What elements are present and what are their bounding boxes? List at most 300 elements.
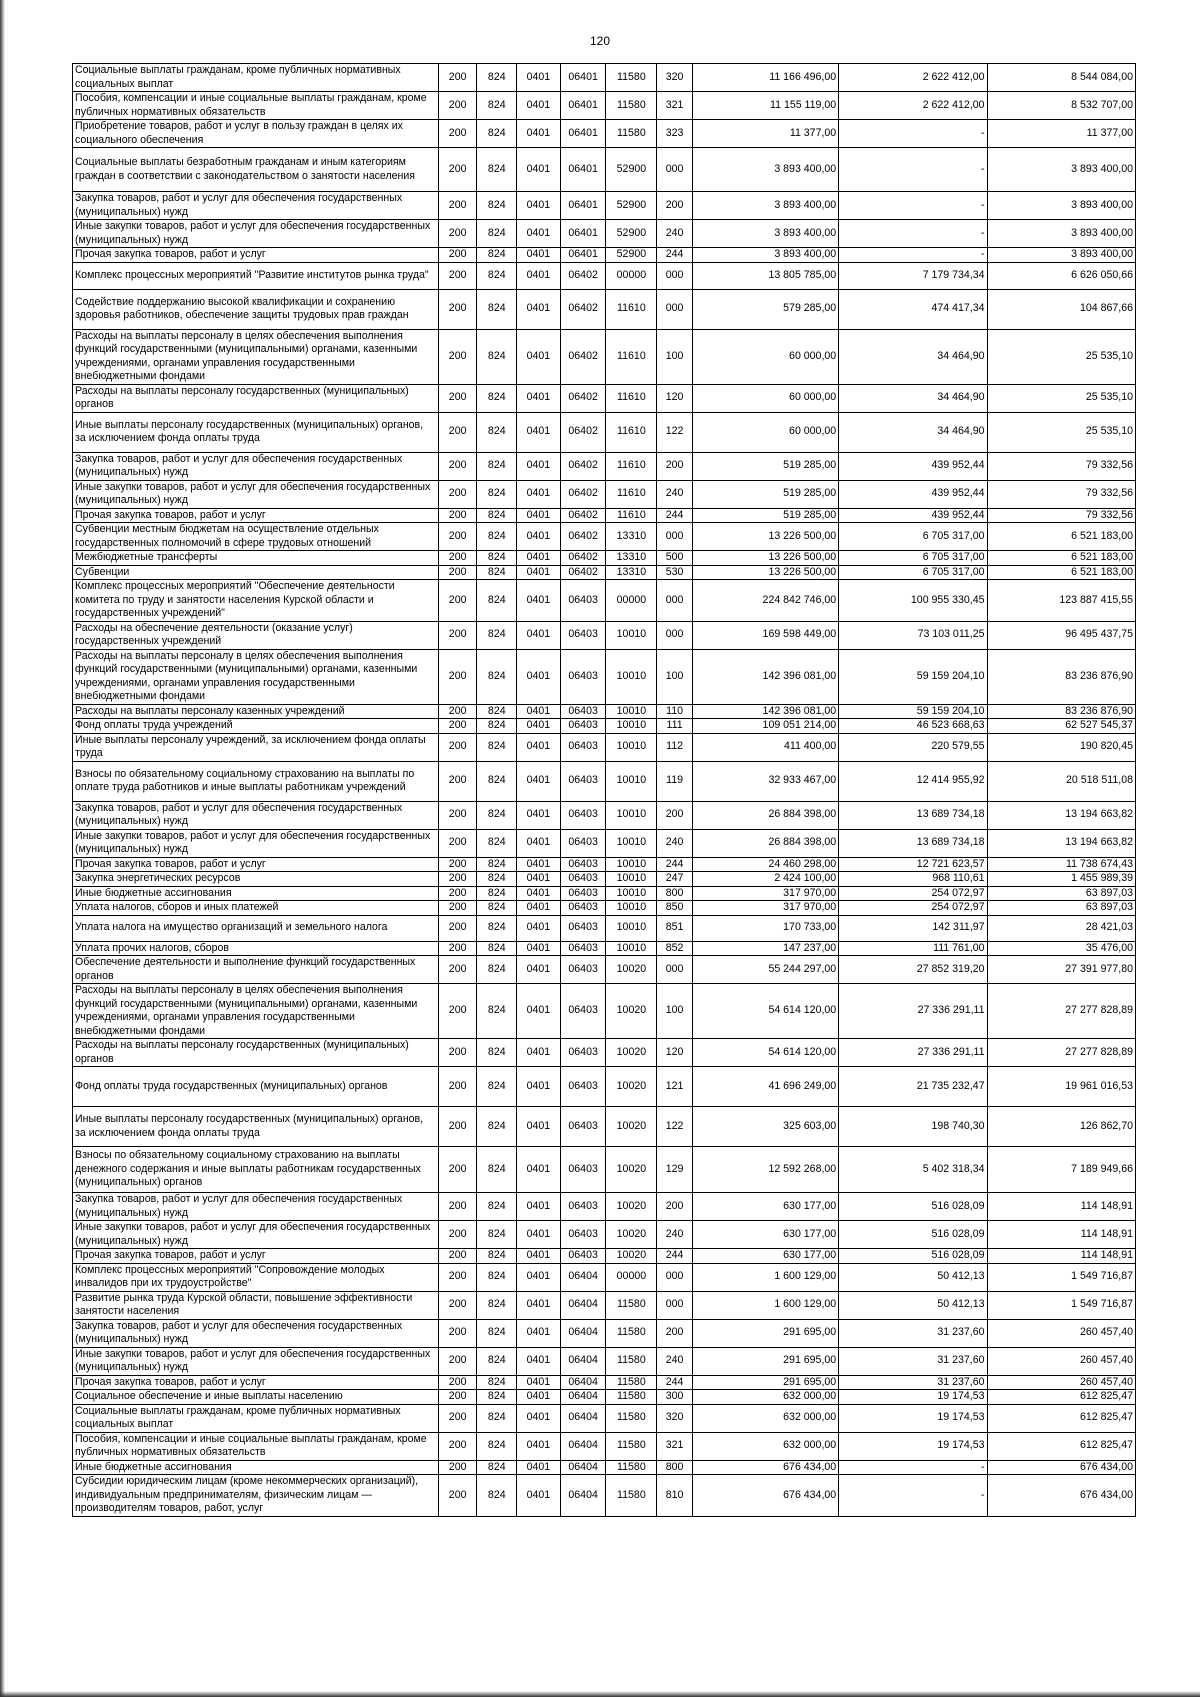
row-program-code: 06404 [560,1460,606,1475]
table-row [73,384,1136,412]
row-description: Содействие поддержанию высокой квалификации и сохранению здоровья работников, обеспечение защиты трудовых прав граждан [73,289,439,329]
row-executed-amount: 27 336 291,11 [839,1039,987,1067]
row-section-code: 0401 [517,1193,561,1221]
row-gr-code: 824 [477,719,517,734]
row-remaining-amount: 13 194 663,82 [987,801,1135,829]
row-expense-type-code: 110 [657,704,693,719]
table-row [73,1249,1136,1264]
row-gr-code: 824 [477,551,517,566]
table-row [73,289,1136,329]
row-description: Прочая закупка товаров, работ и услуг [73,1249,439,1264]
row-direction-code: 11580 [606,1291,657,1319]
row-section-code: 0401 [517,1107,561,1147]
row-admin-code: 200 [438,508,477,523]
row-approved-amount: 1 600 129,00 [692,1263,838,1291]
row-program-code: 06403 [560,1221,606,1249]
row-approved-amount: 291 695,00 [692,1375,838,1390]
row-section-code: 0401 [517,761,561,801]
row-section-code: 0401 [517,551,561,566]
row-description: Социальное обеспечение и иные выплаты населению [73,1390,439,1405]
row-remaining-amount: 190 820,45 [987,733,1135,761]
row-expense-type-code: 850 [657,901,693,916]
row-program-code: 06402 [560,480,606,508]
row-gr-code: 824 [477,1375,517,1390]
row-approved-amount: 26 884 398,00 [692,801,838,829]
row-direction-code: 52900 [606,148,657,192]
row-expense-type-code: 320 [657,1404,693,1432]
row-approved-amount: 325 603,00 [692,1107,838,1147]
row-approved-amount: 630 177,00 [692,1193,838,1221]
row-expense-type-code: 122 [657,1107,693,1147]
row-remaining-amount: 104 867,66 [987,289,1135,329]
row-executed-amount: 59 159 204,10 [839,649,987,704]
row-approved-amount: 317 970,00 [692,901,838,916]
row-executed-amount: 34 464,90 [839,329,987,384]
row-admin-code: 200 [438,621,477,649]
row-approved-amount: 142 396 081,00 [692,649,838,704]
row-admin-code: 200 [438,649,477,704]
row-description: Уплата налога на имущество организаций и земельного налога [73,915,439,941]
row-approved-amount: 11 166 496,00 [692,64,838,92]
row-program-code: 06404 [560,1263,606,1291]
row-approved-amount: 519 285,00 [692,508,838,523]
row-remaining-amount: 83 236 876,90 [987,649,1135,704]
row-executed-amount: 100 955 330,45 [839,580,987,622]
row-gr-code: 824 [477,956,517,984]
row-executed-amount: - [839,120,987,148]
table-row [73,1375,1136,1390]
row-remaining-amount: 83 236 876,90 [987,704,1135,719]
row-executed-amount: 220 579,55 [839,733,987,761]
row-program-code: 06401 [560,148,606,192]
row-direction-code: 10020 [606,956,657,984]
row-description: Взносы по обязательному социальному страхованию на выплаты по оплате труда работников и иные выплаты работникам учреждений [73,761,439,801]
row-executed-amount: 31 237,60 [839,1319,987,1347]
row-program-code: 06402 [560,523,606,551]
row-expense-type-code: 200 [657,452,693,480]
row-program-code: 06403 [560,621,606,649]
row-program-code: 06403 [560,857,606,872]
table-row [73,872,1136,887]
row-direction-code: 10010 [606,761,657,801]
row-expense-type-code: 111 [657,719,693,734]
row-section-code: 0401 [517,1404,561,1432]
row-approved-amount: 3 893 400,00 [692,248,838,263]
row-approved-amount: 291 695,00 [692,1319,838,1347]
row-program-code: 06402 [560,412,606,452]
row-section-code: 0401 [517,941,561,956]
row-remaining-amount: 13 194 663,82 [987,829,1135,857]
row-description: Фонд оплаты труда учреждений [73,719,439,734]
row-admin-code: 200 [438,1067,477,1107]
row-gr-code: 824 [477,1291,517,1319]
row-direction-code: 11580 [606,1432,657,1460]
row-approved-amount: 676 434,00 [692,1460,838,1475]
row-direction-code: 10010 [606,801,657,829]
row-admin-code: 200 [438,580,477,622]
table-row [73,1067,1136,1107]
row-admin-code: 200 [438,1263,477,1291]
row-approved-amount: 24 460 298,00 [692,857,838,872]
row-approved-amount: 3 893 400,00 [692,148,838,192]
row-section-code: 0401 [517,1319,561,1347]
row-admin-code: 200 [438,248,477,263]
row-direction-code: 10010 [606,857,657,872]
row-direction-code: 52900 [606,220,657,248]
row-gr-code: 824 [477,886,517,901]
row-remaining-amount: 27 277 828,89 [987,984,1135,1039]
row-direction-code: 13310 [606,551,657,566]
row-expense-type-code: 530 [657,565,693,580]
row-expense-type-code: 000 [657,1291,693,1319]
table-row [73,1263,1136,1291]
row-expense-type-code: 321 [657,1432,693,1460]
row-description: Расходы на выплаты персоналу казенных учреждений [73,704,439,719]
row-remaining-amount: 1 549 716,87 [987,1291,1135,1319]
row-expense-type-code: 100 [657,649,693,704]
row-remaining-amount: 8 532 707,00 [987,92,1135,120]
row-description: Социальные выплаты гражданам, кроме публичных нормативных социальных выплат [73,64,439,92]
row-description: Комплекс процессных мероприятий "Развитие институтов рынка труда" [73,262,439,289]
row-approved-amount: 224 842 746,00 [692,580,838,622]
row-program-code: 06402 [560,452,606,480]
row-executed-amount: 19 174,53 [839,1404,987,1432]
row-gr-code: 824 [477,220,517,248]
row-direction-code: 11580 [606,1390,657,1405]
row-approved-amount: 54 614 120,00 [692,984,838,1039]
row-remaining-amount: 11 738 674,43 [987,857,1135,872]
row-direction-code: 10010 [606,704,657,719]
row-gr-code: 824 [477,1432,517,1460]
row-program-code: 06403 [560,704,606,719]
row-section-code: 0401 [517,1475,561,1517]
row-program-code: 06403 [560,941,606,956]
row-remaining-amount: 260 457,40 [987,1347,1135,1375]
row-admin-code: 200 [438,1039,477,1067]
row-gr-code: 824 [477,984,517,1039]
row-executed-amount: - [839,192,987,220]
row-admin-code: 200 [438,523,477,551]
row-remaining-amount: 7 189 949,66 [987,1147,1135,1193]
row-description: Иные закупки товаров, работ и услуг для обеспечения государственных (муниципальных) нужд [73,220,439,248]
row-direction-code: 11580 [606,1460,657,1475]
row-program-code: 06401 [560,120,606,148]
row-section-code: 0401 [517,508,561,523]
row-admin-code: 200 [438,801,477,829]
row-approved-amount: 632 000,00 [692,1390,838,1405]
row-approved-amount: 60 000,00 [692,384,838,412]
row-executed-amount: 254 072,97 [839,901,987,916]
row-program-code: 06403 [560,1147,606,1193]
row-expense-type-code: 120 [657,1039,693,1067]
row-section-code: 0401 [517,719,561,734]
row-expense-type-code: 240 [657,480,693,508]
row-approved-amount: 630 177,00 [692,1221,838,1249]
row-admin-code: 200 [438,1475,477,1517]
row-section-code: 0401 [517,329,561,384]
row-expense-type-code: 000 [657,262,693,289]
row-description: Прочая закупка товаров, работ и услуг [73,857,439,872]
table-row [73,329,1136,384]
row-gr-code: 824 [477,580,517,622]
row-section-code: 0401 [517,901,561,916]
row-direction-code: 11610 [606,452,657,480]
table-row [73,508,1136,523]
row-gr-code: 824 [477,64,517,92]
row-expense-type-code: 320 [657,64,693,92]
row-direction-code: 10010 [606,719,657,734]
row-executed-amount: 2 622 412,00 [839,64,987,92]
row-remaining-amount: 25 535,10 [987,384,1135,412]
row-gr-code: 824 [477,1107,517,1147]
row-direction-code: 11610 [606,480,657,508]
row-executed-amount: 198 740,30 [839,1107,987,1147]
table-row [73,801,1136,829]
row-section-code: 0401 [517,384,561,412]
row-remaining-amount: 27 391 977,80 [987,956,1135,984]
row-admin-code: 200 [438,1291,477,1319]
row-admin-code: 200 [438,915,477,941]
row-direction-code: 10020 [606,1067,657,1107]
row-remaining-amount: 260 457,40 [987,1319,1135,1347]
row-remaining-amount: 612 825,47 [987,1390,1135,1405]
row-remaining-amount: 612 825,47 [987,1432,1135,1460]
table-row [73,262,1136,289]
row-program-code: 06403 [560,649,606,704]
row-expense-type-code: 300 [657,1390,693,1405]
scan-edge-bottom [0,1691,1200,1697]
table-row [73,886,1136,901]
row-section-code: 0401 [517,580,561,622]
row-section-code: 0401 [517,1291,561,1319]
row-executed-amount: 21 735 232,47 [839,1067,987,1107]
row-description: Иные закупки товаров, работ и услуг для обеспечения государственных (муниципальных) нужд [73,829,439,857]
row-executed-amount: 2 622 412,00 [839,92,987,120]
row-section-code: 0401 [517,649,561,704]
row-admin-code: 200 [438,901,477,916]
row-program-code: 06403 [560,733,606,761]
row-description: Пособия, компенсации и иные социальные выплаты гражданам, кроме публичных нормативных обязательств [73,1432,439,1460]
row-expense-type-code: 000 [657,523,693,551]
row-admin-code: 200 [438,1249,477,1264]
row-program-code: 06402 [560,262,606,289]
row-remaining-amount: 6 521 183,00 [987,551,1135,566]
row-direction-code: 10020 [606,1193,657,1221]
row-description: Закупка товаров, работ и услуг для обеспечения государственных (муниципальных) нужд [73,192,439,220]
row-approved-amount: 579 285,00 [692,289,838,329]
row-executed-amount: 12 414 955,92 [839,761,987,801]
row-gr-code: 824 [477,872,517,887]
row-remaining-amount: 35 476,00 [987,941,1135,956]
row-approved-amount: 630 177,00 [692,1249,838,1264]
row-program-code: 06401 [560,192,606,220]
row-program-code: 06402 [560,551,606,566]
row-expense-type-code: 810 [657,1475,693,1517]
row-executed-amount: 27 336 291,11 [839,984,987,1039]
row-approved-amount: 13 226 500,00 [692,551,838,566]
row-expense-type-code: 240 [657,829,693,857]
row-description: Субсидии юридическим лицам (кроме некоммерческих организаций), индивидуальным предпринимателям, физическим лицам — производителям товаров, работ, услуг [73,1475,439,1517]
row-section-code: 0401 [517,64,561,92]
row-description: Закупка товаров, работ и услуг для обеспечения государственных (муниципальных) нужд [73,1319,439,1347]
row-expense-type-code: 129 [657,1147,693,1193]
row-remaining-amount: 3 893 400,00 [987,220,1135,248]
row-approved-amount: 13 226 500,00 [692,523,838,551]
row-direction-code: 10010 [606,941,657,956]
table-row [73,1147,1136,1193]
row-executed-amount: 59 159 204,10 [839,704,987,719]
row-executed-amount: 13 689 734,18 [839,801,987,829]
table-row [73,551,1136,566]
row-gr-code: 824 [477,733,517,761]
row-direction-code: 11580 [606,120,657,148]
row-expense-type-code: 000 [657,580,693,622]
row-remaining-amount: 260 457,40 [987,1375,1135,1390]
row-admin-code: 200 [438,1221,477,1249]
row-gr-code: 824 [477,901,517,916]
row-expense-type-code: 244 [657,857,693,872]
row-admin-code: 200 [438,148,477,192]
row-approved-amount: 26 884 398,00 [692,829,838,857]
row-program-code: 06403 [560,719,606,734]
row-gr-code: 824 [477,384,517,412]
row-section-code: 0401 [517,621,561,649]
page-number: 120 [589,34,611,48]
table-row [73,1221,1136,1249]
row-admin-code: 200 [438,872,477,887]
row-direction-code: 10020 [606,1039,657,1067]
row-description: Расходы на выплаты персоналу государственных (муниципальных) органов [73,384,439,412]
row-approved-amount: 3 893 400,00 [692,192,838,220]
row-admin-code: 200 [438,452,477,480]
row-program-code: 06402 [560,508,606,523]
row-gr-code: 824 [477,1067,517,1107]
row-executed-amount: 13 689 734,18 [839,829,987,857]
row-approved-amount: 2 424 100,00 [692,872,838,887]
row-description: Расходы на обеспечение деятельности (оказание услуг) государственных учреждений [73,621,439,649]
row-section-code: 0401 [517,148,561,192]
row-admin-code: 200 [438,289,477,329]
table-row [73,1460,1136,1475]
row-section-code: 0401 [517,452,561,480]
row-description: Иные бюджетные ассигнования [73,1460,439,1475]
row-program-code: 06403 [560,1039,606,1067]
row-approved-amount: 632 000,00 [692,1404,838,1432]
row-executed-amount: 254 072,97 [839,886,987,901]
row-admin-code: 200 [438,220,477,248]
row-section-code: 0401 [517,92,561,120]
row-program-code: 06404 [560,1390,606,1405]
row-program-code: 06402 [560,289,606,329]
row-remaining-amount: 96 495 437,75 [987,621,1135,649]
row-section-code: 0401 [517,915,561,941]
table-row [73,1390,1136,1405]
row-approved-amount: 12 592 268,00 [692,1147,838,1193]
row-executed-amount: 19 174,53 [839,1390,987,1405]
row-admin-code: 200 [438,1404,477,1432]
table-row [73,148,1136,192]
row-section-code: 0401 [517,1432,561,1460]
row-program-code: 06401 [560,248,606,263]
row-admin-code: 200 [438,1147,477,1193]
row-description: Иные выплаты персоналу государственных (муниципальных) органов, за исключением фонда оплаты труда [73,412,439,452]
row-executed-amount: - [839,1475,987,1517]
row-approved-amount: 11 155 119,00 [692,92,838,120]
row-expense-type-code: 200 [657,1319,693,1347]
row-expense-type-code: 240 [657,220,693,248]
row-gr-code: 824 [477,704,517,719]
row-direction-code: 11610 [606,508,657,523]
row-description: Межбюджетные трансферты [73,551,439,566]
row-description: Расходы на выплаты персоналу в целях обеспечения выполнения функций государственными (муниципальными) органами, казенными учреждениями, органами управления государственными внебюджетными фондами [73,984,439,1039]
table-row [73,1404,1136,1432]
row-remaining-amount: 63 897,03 [987,901,1135,916]
row-description: Иные закупки товаров, работ и услуг для обеспечения государственных (муниципальных) нужд [73,1221,439,1249]
row-gr-code: 824 [477,192,517,220]
row-remaining-amount: 676 434,00 [987,1475,1135,1517]
row-program-code: 06403 [560,1193,606,1221]
row-direction-code: 10020 [606,1147,657,1193]
table-row [73,452,1136,480]
row-section-code: 0401 [517,1039,561,1067]
row-gr-code: 824 [477,1193,517,1221]
row-section-code: 0401 [517,857,561,872]
row-executed-amount: 34 464,90 [839,412,987,452]
row-expense-type-code: 851 [657,915,693,941]
row-admin-code: 200 [438,565,477,580]
row-remaining-amount: 19 961 016,53 [987,1067,1135,1107]
row-description: Прочая закупка товаров, работ и услуг [73,508,439,523]
row-description: Субвенции [73,565,439,580]
table-row [73,956,1136,984]
row-program-code: 06403 [560,1107,606,1147]
table-row [73,1039,1136,1067]
row-approved-amount: 54 614 120,00 [692,1039,838,1067]
row-description: Комплекс процессных мероприятий "Обеспечение деятельности комитета по труду и занятости населения Курской области и государственных учреждений" [73,580,439,622]
row-executed-amount: 19 174,53 [839,1432,987,1460]
row-direction-code: 11610 [606,412,657,452]
row-program-code: 06404 [560,1432,606,1460]
table-row [73,1347,1136,1375]
row-gr-code: 824 [477,761,517,801]
row-remaining-amount: 114 148,91 [987,1249,1135,1264]
row-section-code: 0401 [517,1460,561,1475]
budget-table [72,63,1136,1517]
row-executed-amount: 516 028,09 [839,1193,987,1221]
row-gr-code: 824 [477,92,517,120]
table-row [73,220,1136,248]
row-direction-code: 10010 [606,649,657,704]
table-row [73,829,1136,857]
row-remaining-amount: 114 148,91 [987,1221,1135,1249]
row-remaining-amount: 114 148,91 [987,1193,1135,1221]
row-approved-amount: 3 893 400,00 [692,220,838,248]
row-gr-code: 824 [477,1147,517,1193]
row-executed-amount: 439 952,44 [839,452,987,480]
row-direction-code: 11610 [606,289,657,329]
row-program-code: 06403 [560,829,606,857]
row-remaining-amount: 3 893 400,00 [987,192,1135,220]
row-direction-code: 52900 [606,248,657,263]
row-remaining-amount: 27 277 828,89 [987,1039,1135,1067]
row-gr-code: 824 [477,801,517,829]
table-row [73,941,1136,956]
table-row [73,761,1136,801]
row-executed-amount: - [839,248,987,263]
table-row [73,192,1136,220]
row-expense-type-code: 244 [657,1375,693,1390]
row-approved-amount: 519 285,00 [692,480,838,508]
